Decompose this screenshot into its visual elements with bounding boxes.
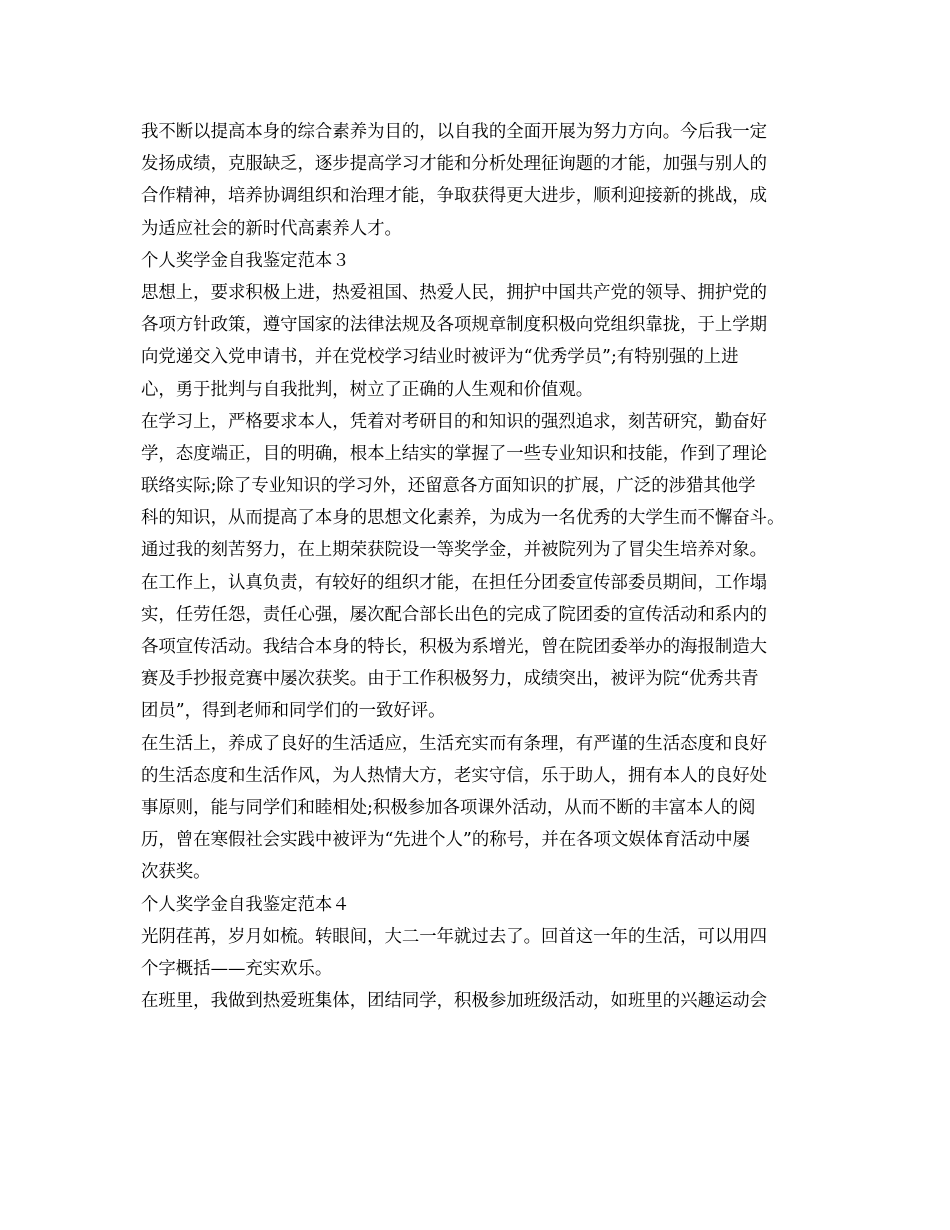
paragraph-line: 思想上，要求积极上进，热爱祖国、热爱人民，拥护中国共产党的领导、拥护党的 (141, 282, 768, 303)
paragraph-line: 在工作上，认真负责，有较好的组织才能，在担任分团委宣传部委员期间，工作塌 (141, 572, 768, 593)
paragraph-line: 次获奖。 (141, 862, 211, 883)
paragraph-line: 团员”，得到老师和同学们的一致好评。 (141, 701, 446, 722)
paragraph-line: 历，曾在寒假社会实践中被评为“先进个人”的称号，并在各项文娱体育活动中屡 (141, 830, 751, 851)
paragraph-line: 心，勇于批判与自我批判，树立了正确的人生观和价值观。 (141, 379, 594, 400)
document-body (141, 116, 821, 1017)
paragraph-line: 合作精神，培养协调组织和治理才能，争取获得更大进步，顺利迎接新的挑战，成 (141, 186, 768, 207)
paragraph-line: 各项宣传活动。我结合本身的特长，积极为系增光，曾在院团委举办的海报制造大 (141, 637, 768, 657)
section-heading: 个人奖学金自我鉴定范本４ (141, 894, 350, 915)
paragraph-line: 个字概括——充实欢乐。 (141, 958, 333, 979)
paragraph-line: 为适应社会的新时代高素养人才。 (141, 218, 402, 239)
paragraph-line: 在生活上，养成了良好的生活适应，生活充实而有条理，有严谨的生活态度和良好 (141, 733, 768, 754)
paragraph-line: 实，任劳任怨，责任心强，屡次配合部长出色的完成了院团委的宣传活动和系内的 (141, 604, 768, 625)
paragraph-line: 向党递交入党申请书，并在党校学习结业时被评为“优秀学员”;有特别强的上进 (141, 347, 739, 368)
paragraph-line: 在班里，我做到热爱班集体，团结同学，积极参加班级活动，如班里的兴趣运动会 (141, 991, 768, 1012)
paragraph-line: 的生活态度和生活作风，为人热情大方，老实守信，乐于助人，拥有本人的良好处 (141, 765, 768, 786)
paragraph-line: 发扬成绩，克服缺乏，逐步提高学习才能和分析处理征询题的才能，加强与别人的 (141, 154, 768, 175)
paragraph-line: 联络实际;除了专业知识的学习外，还留意各方面知识的扩展，广泛的涉猎其他学 (141, 476, 756, 497)
paragraph-line: 事原则，能与同学们和睦相处;积极参加各项课外活动，从而不断的丰富本人的阅 (141, 797, 756, 818)
paragraph-line: 我不断以提高本身的综合素养为目的，以自我的全面开展为努力方向。今后我一定 (141, 122, 768, 142)
paragraph-line: 学，态度端正，目的明确，根本上结实的掌握了一些专业知识和技能，作到了理论 (141, 443, 768, 464)
paragraph-line: 光阴荏苒，岁月如梳。转眼间，大二一年就过去了。回首这一年的生活，可以用四 (141, 926, 768, 947)
paragraph-line: 通过我的刻苦努力，在上期荣获院设一等奖学金，并被院列为了冒尖生培养对象。 (141, 540, 768, 561)
paragraph-line: 各项方针政策，遵守国家的法律法规及各项规章制度积极向党组织靠拢，于上学期 (141, 315, 768, 336)
paragraph-line: 赛及手抄报竞赛中屡次获奖。由于工作积极努力，成绩突出，被评为院“优秀共青 (141, 669, 759, 690)
section-heading: 个人奖学金自我鉴定范本３ (141, 250, 350, 271)
paragraph-line: 在学习上，严格要求本人，凭着对考研目的和知识的强烈追求，刻苦研究，勤奋好 (141, 411, 768, 432)
paragraph-line: 科的知识，从而提高了本身的思想文化素养，为成为一名优秀的大学生而不懈奋斗。 (141, 508, 785, 529)
